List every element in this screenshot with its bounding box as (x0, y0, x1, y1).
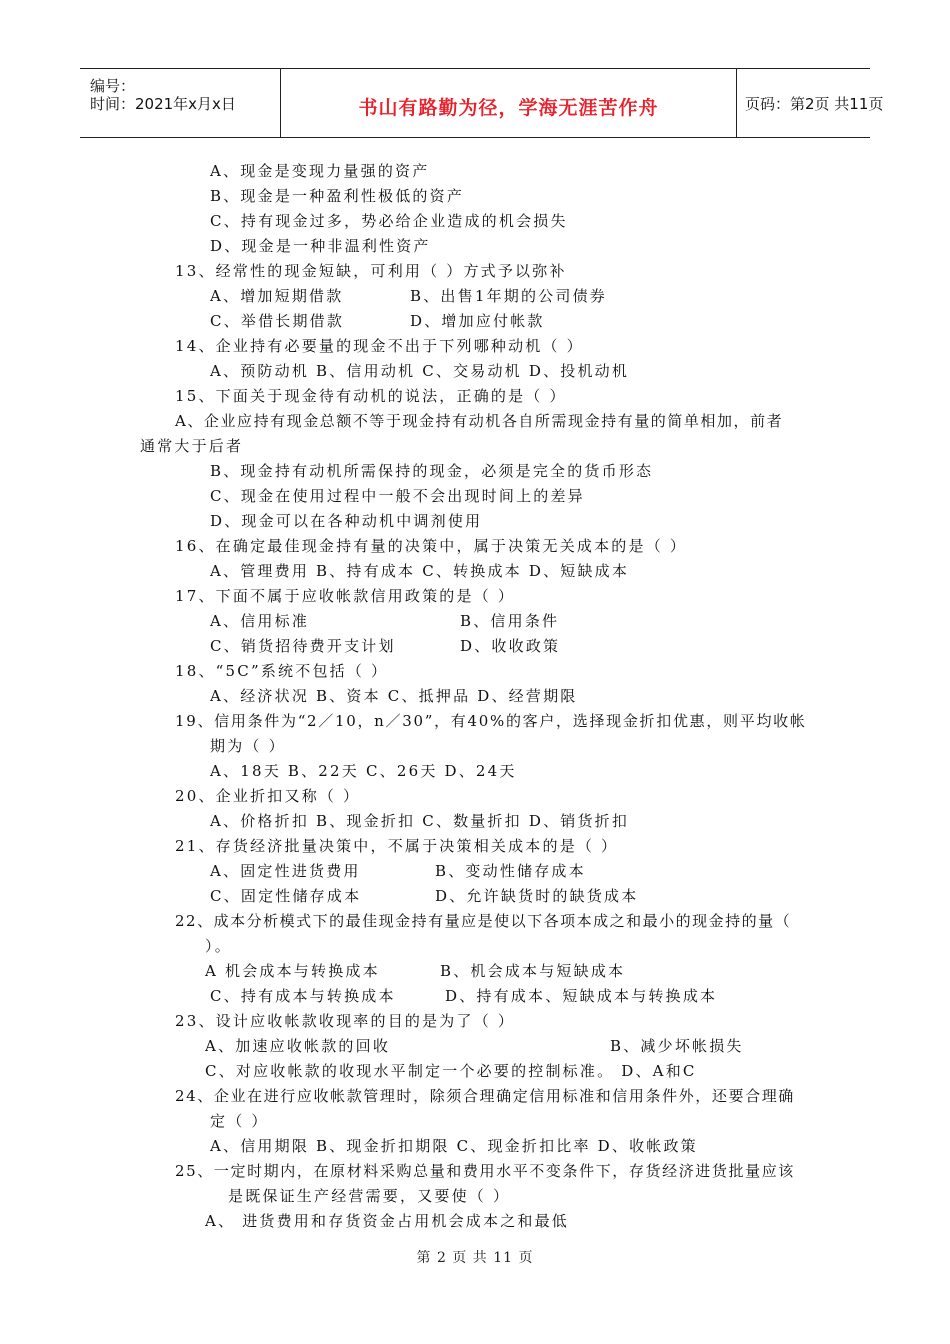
option: B、变动性储存成本 (435, 862, 586, 880)
question-19: 19、信用条件为“2／10，n／30”，有40%的客户，选择现金折扣优惠，则平均收帐 (175, 712, 807, 730)
option: D、持有成本、短缺成本与转换成本 (445, 987, 718, 1005)
option-row: A、价格折扣 B、现金折扣 C、数量折扣 D、销货折扣 (210, 812, 630, 830)
option-row: A、预防动机 B、信用动机 C、交易动机 D、投机动机 (210, 362, 630, 380)
option: B、机会成本与短缺成本 (440, 962, 626, 980)
text-line: C、现金在使用过程中一般不会出现时间上的差异 (210, 487, 585, 505)
option: A、固定性进货费用 (210, 862, 361, 880)
text-line: 期为（ ） (210, 737, 286, 755)
option: C、持有成本与转换成本 (210, 987, 396, 1005)
question-16: 16、在确定最佳现金持有量的决策中，属于决策无关成本的是（ ） (175, 537, 688, 555)
question-24: 24、企业在进行应收帐款管理时，除须合理确定信用标准和信用条件外，还要合理确 (175, 1087, 795, 1105)
option: A、加速应收帐款的回收 (205, 1037, 391, 1055)
option: B、信用条件 (460, 612, 560, 630)
option-row: A、信用期限 B、现金折扣期限 C、现金折扣比率 D、收帐政策 (210, 1137, 698, 1155)
option: D、收收政策 (460, 637, 561, 655)
option-row: A、管理费用 B、持有成本 C、转换成本 D、短缺成本 (210, 562, 630, 580)
motto: 书山有路勤为径，学海无涯苦作舟 (358, 97, 659, 119)
option: B、出售1年期的公司债券 (410, 287, 607, 305)
header-left-cell (80, 69, 280, 137)
date-label: 时间：2021年x月x日 (90, 95, 236, 113)
option: D、允许缺货时的缺货成本 (435, 887, 639, 905)
text-line: B、现金持有动机所需保持的现金，必须是完全的货币形态 (210, 462, 654, 480)
question-22: 22、成本分析模式下的最佳现金持有量应是使以下各项本成之和最小的现金持的量（ (175, 912, 792, 930)
text-line: ）。 (205, 937, 232, 955)
page-header (80, 68, 884, 138)
option: C、固定性储存成本 (210, 887, 362, 905)
question-21: 21、存货经济批量决策中，不属于决策相关成本的是（ ） (175, 837, 619, 855)
option: C、销货招待费开支计划 (210, 637, 396, 655)
serial-label: 编号： (90, 77, 136, 95)
text-line: A、企业应持有现金总额不等于现金持有动机各自所需现金持有量的简单相加，前者 (175, 412, 784, 430)
text-line: D、现金可以在各种动机中调剂使用 (210, 512, 483, 530)
option-row: C、对应收帐款的收现水平制定一个必要的控制标准。 D、A和C (205, 1062, 697, 1080)
header-right-cell (735, 69, 884, 137)
page-label: 页码：第2页 共11页 (745, 95, 884, 113)
option: A、信用标准 (210, 612, 310, 630)
option: B、减少坏帐损失 (610, 1037, 744, 1055)
option-row: A、经济状况 B、资本 C、抵押品 D、经营期限 (210, 687, 578, 705)
question-20: 20、企业折扣又称（ ） (175, 787, 361, 805)
text-line: D、现金是一种非温利性资产 (210, 237, 431, 255)
text-line: 是既保证生产经营需要，又要使（ ） (228, 1187, 511, 1205)
text-line: B、现金是一种盈利性极低的资产 (210, 187, 465, 205)
option-row: A、18天 B、22天 C、26天 D、24天 (210, 762, 517, 780)
text-line: A、现金是变现力量强的资产 (210, 162, 430, 180)
text-line: C、持有现金过多，势必给企业造成的机会损失 (210, 212, 568, 230)
text-line: 通常大于后者 (140, 437, 244, 455)
question-25: 25、一定时期内，在原材料采购总量和费用水平不变条件下，存货经济进货批量应该 (175, 1162, 795, 1180)
header-motto-cell (280, 69, 737, 137)
question-15: 15、下面关于现金待有动机的说法，正确的是（ ） (175, 387, 567, 405)
option: D、增加应付帐款 (410, 312, 545, 330)
question-23: 23、设计应收帐款收现率的目的是为了（ ） (175, 1012, 516, 1030)
option: A 机会成本与转换成本 (205, 962, 380, 980)
question-14: 14、企业持有必要量的现金不出于下列哪种动机（ ） (175, 337, 584, 355)
question-17: 17、下面不属于应收帐款信用政策的是（ ） (175, 587, 516, 605)
text-line: 定（ ） (210, 1112, 269, 1130)
option: A、增加短期借款 (210, 287, 344, 305)
question-18: 18、“5C”系统不包括（ ） (175, 662, 389, 680)
option-row: A、 进货费用和存货资金占用机会成本之和最低 (205, 1212, 570, 1230)
option: C、举借长期借款 (210, 312, 345, 330)
question-13: 13、经常性的现金短缺，可利用（ ）方式予以弥补 (175, 262, 567, 280)
page-footer: 第 2 页 共 11 页 (416, 1250, 534, 1266)
